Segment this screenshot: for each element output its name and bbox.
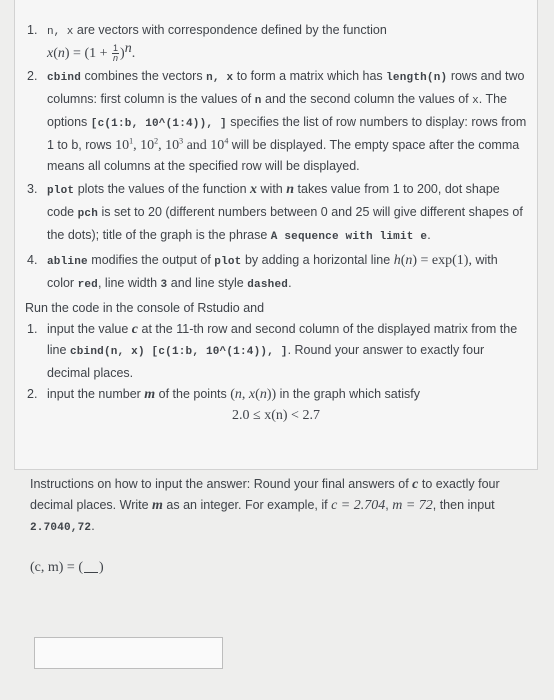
- code-title: A sequence with limit e: [270, 231, 428, 243]
- inequality: 2.0 ≤ x(n) < 2.7: [232, 408, 320, 423]
- answer-blank: [84, 560, 98, 573]
- code-cbind: cbind: [47, 72, 82, 84]
- math-point: (n, x(n)): [230, 387, 277, 402]
- math-c: c: [412, 477, 419, 492]
- item-text: at the 11-th row and second column of the displayed matrix from the line: [47, 322, 518, 357]
- item-text: and the second column the values of: [261, 92, 473, 106]
- code-pch: pch: [77, 208, 98, 220]
- item-text: and line style: [167, 276, 248, 290]
- item-text: to form a matrix which has: [233, 69, 387, 83]
- answer-close: ): [99, 560, 104, 575]
- item-text: are vectors with correspondence defined by the function: [73, 23, 387, 37]
- item-text: . Round your answer to exactly four decimal places.: [47, 343, 485, 380]
- item-number: 3.: [27, 182, 38, 196]
- list-item-4: 4. abline modifies the output of plot by adding a horizontal line h(n) = exp(1), with color red, line width 3 and line style dashed.: [25, 250, 527, 296]
- code-vectors: n, x: [47, 26, 74, 38]
- item-text: , line width: [97, 276, 161, 290]
- item-text: will be displayed. The empty space after the comma means all columns at the specified row will be displayed.: [47, 138, 520, 173]
- code-length: length(n): [386, 72, 448, 84]
- item-text: modifies the output of: [87, 253, 215, 267]
- item-text: takes value from 1 to 200, dot shape code: [47, 182, 500, 219]
- math-n: n: [286, 182, 295, 197]
- code-red: red: [77, 279, 98, 291]
- item-number: 2.: [27, 387, 38, 401]
- math-m: m: [144, 387, 156, 402]
- code-3: 3: [160, 279, 168, 291]
- item-text: with color: [47, 253, 498, 290]
- item-text: .: [288, 276, 292, 290]
- code-plot: plot: [47, 185, 75, 197]
- item-text: in the graph which satisfy: [279, 387, 420, 401]
- item-number: 1.: [27, 23, 38, 37]
- instr-text: as an integer. For example, if: [162, 498, 332, 512]
- item-text: with: [260, 182, 283, 196]
- math-x: x: [250, 182, 258, 197]
- item-text: input the number: [47, 387, 145, 401]
- instr-text: Instructions on how to input the answer: Round your final answers of: [30, 477, 413, 491]
- list-item-2: [25, 66, 527, 177]
- item-text: .: [427, 228, 431, 242]
- example-m: m = 72: [392, 498, 433, 513]
- list-item-3: [25, 179, 527, 248]
- answer-format: [30, 557, 104, 578]
- run-question-1: [25, 319, 527, 384]
- code-n: n: [254, 95, 262, 107]
- question-list: [25, 20, 527, 426]
- formula-xn: x(n) = (1 + $\frac{1}{n}$ )$^n$.: [47, 40, 136, 64]
- run-question-2: [25, 384, 527, 405]
- instr-text: , then input: [432, 498, 495, 512]
- code-abline: abline: [47, 256, 88, 268]
- item-number: 2.: [27, 69, 38, 83]
- math-c: c: [131, 322, 139, 337]
- example-c: c = 2.704: [331, 498, 386, 513]
- code-n-x: n, x: [206, 72, 234, 84]
- item-text: specifies the list of row numbers to display: rows from 1 to b, rows: [47, 115, 527, 152]
- item-text: rows and two columns: first column is the values of: [47, 69, 525, 106]
- math-m: m: [152, 498, 163, 513]
- instr-text: to exactly four decimal places. Write: [30, 477, 500, 512]
- item-text: by adding a horizontal line: [241, 253, 394, 267]
- run-intro: Run the code in the console of Rstudio and: [25, 301, 265, 315]
- question-card: [14, 0, 538, 470]
- item-text: . The options: [47, 92, 507, 129]
- item-text: is set to 20 (different numbers between 0 and 25 will give different shapes of the dots); title of the graph is the phrase: [47, 205, 523, 242]
- item-text: combines the vectors: [81, 69, 207, 83]
- instr-text: .: [91, 519, 95, 533]
- instr-text: ,: [385, 498, 393, 512]
- code-cbind-line: cbind(n, x) [c(1:b, 10^(1:4)), ]: [69, 346, 288, 358]
- item-number: 4.: [27, 253, 38, 267]
- item-number: 1.: [27, 322, 38, 336]
- answer-input[interactable]: [34, 637, 223, 669]
- code-rows: [c(1:b, 10^(1:4)), ]: [90, 118, 227, 130]
- instructions: [30, 474, 510, 539]
- answer-label: (c, m) = (: [30, 560, 83, 575]
- code-dashed: dashed: [247, 279, 289, 291]
- code-x: x: [472, 95, 479, 107]
- powers-of-ten: $10^1$, $10^2$, $10^3$ and $10^4$: [115, 136, 229, 153]
- math-hline: h: [393, 253, 401, 268]
- item-text: of the points: [155, 387, 231, 401]
- code-plot: plot: [214, 256, 242, 268]
- item-text: input the value: [47, 322, 132, 336]
- list-item-1: [25, 20, 527, 43]
- example-answer: 2.7040,72: [30, 522, 92, 534]
- item-text: plots the values of the function: [74, 182, 251, 196]
